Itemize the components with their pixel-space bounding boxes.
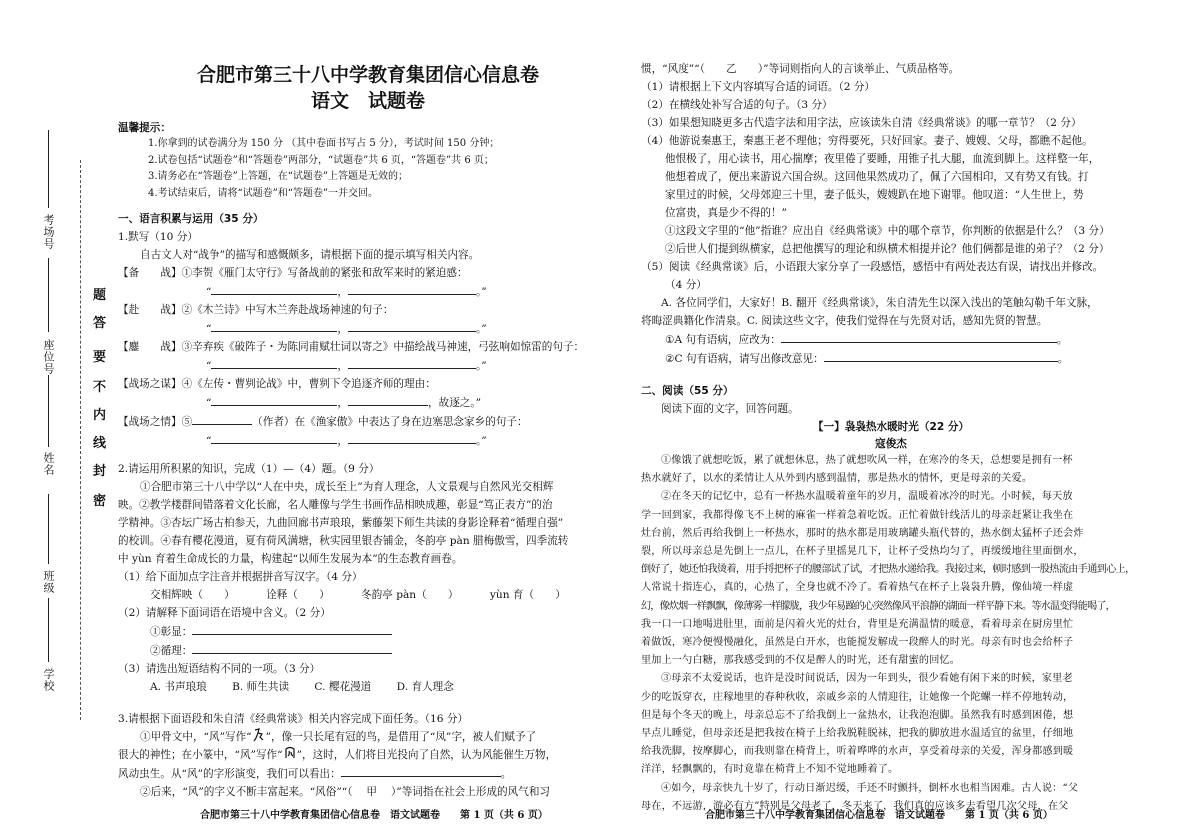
q1-item: （作者）在《渔家傲》中表达了身在边塞思念家乡的句子： bbox=[252, 416, 528, 428]
definition-row bbox=[118, 641, 618, 660]
q1-item: 【战场之情】⑤ bbox=[118, 416, 193, 428]
story-line: 给我洗脚，按摩脚心，而我则靠在椅背上，听着哗哗的水声，享受着母亲的关爱，浑身都感到暖 bbox=[641, 746, 1074, 758]
answer-blank[interactable] bbox=[211, 431, 337, 444]
right-column bbox=[641, 60, 1141, 816]
q2-paragraph-line: 映。②教学楼群间错落着文化长廊，名人雕像与学生书画作品相映成趣，彰显“笃正表方”的治 bbox=[118, 499, 553, 511]
story-line: ④如今，母亲快九十岁了，行动日渐迟缓，手还不时颤抖，倒杯水也相当困难。古人说：“父 bbox=[661, 782, 1079, 794]
q3-text: 风动虫生。从“风”的字形演变，我们可以看出： bbox=[118, 768, 341, 780]
page-footer-right: 合肥市第三十八中学教育集团信心信息卷 语文试题卷 第 1 页（共 6 页） bbox=[705, 810, 1053, 821]
story-title: 【一】袅袅热水暖时光（22 分） bbox=[812, 421, 970, 433]
page-subtitle: 语文 试题卷 bbox=[310, 90, 425, 112]
q3-line bbox=[118, 746, 618, 764]
sub-question: （3）请选出短语结构不同的一项。（3 分） bbox=[118, 663, 321, 675]
right-line: （5）阅读《经典常谈》后，小语跟大家分享了一段感悟，感悟中有两处表达有误，请找出并修改。 bbox=[641, 261, 1104, 273]
answer-blank[interactable] bbox=[781, 330, 1057, 343]
story-line: 我一口一口地喝进肚里，面前是闪着火光的灶台，背里是充满温情的暖意，看着母亲在厨房里忙 bbox=[641, 618, 1074, 630]
story-line: 热水就好了，以水的柔情让人从外到内感到温情，那是热水的情怀，更是母亲的关爱。 bbox=[641, 473, 1033, 485]
pinyin-item: yùn 育（ ） bbox=[489, 589, 566, 601]
answer-blank[interactable] bbox=[824, 349, 1058, 362]
sub-question: （1）给下面加点字注音并根据拼音写汉字。（4 分） bbox=[118, 571, 363, 583]
q3-text: ”，这时，人们将目光投向了自然，认为风能催生万物， bbox=[296, 749, 557, 761]
right-line: A. 各位同学们，大家好！B. 翻开《经典常谈》，朱自清先生以深入浅出的笔触勾勒千年文脉， bbox=[661, 297, 1098, 309]
right-line: 他恨极了，用心读书，用心揣摩；夜里倦了要睡，用锥子扎大腿，血流到脚上。这样整一年， bbox=[665, 153, 1100, 165]
right-line: （4）他游说秦惠王，秦惠王老不理他；穷得要死，只好回家。妻子、嫂嫂、父母，都瞧不起他。 bbox=[641, 135, 1093, 147]
story-line: 少的吃饭穿衣，庄稼地里的春种秋收，亲戚乡亲的人情迎往，让她像一个陀螺一样不停地转动， bbox=[641, 691, 1074, 703]
story-line: 但是每个冬天的晚上，母亲总忘不了给我倒上一盆热水，让我泡泡脚。虽然我有时感到困倦，想 bbox=[641, 709, 1074, 721]
right-line: 将晦涩典籍化作清泉。C. 阅读这些文字，使我们觉得在与先贤对话，感知先贤的智慧。 bbox=[641, 315, 1048, 327]
pinyin-item: 交相辉映（ ） bbox=[150, 589, 235, 601]
seal-char: 封 bbox=[93, 464, 107, 479]
pinyin-row bbox=[118, 586, 618, 604]
pinyin-item: 冬韵亭 pàn（ ） bbox=[361, 589, 459, 601]
answer-blank[interactable] bbox=[192, 412, 252, 425]
seal-char: 题 bbox=[93, 288, 107, 303]
q3-text: ”，像一只长尾有冠的鸟，是借用了“凤”字，被人们赋予了 bbox=[265, 731, 537, 743]
sub-question: （2）请解释下面词语在语境中含义。（2 分） bbox=[118, 607, 331, 619]
story-body bbox=[641, 452, 1141, 816]
exam-number-label: 考场号 bbox=[42, 214, 55, 250]
seal-char: 密 bbox=[93, 494, 107, 509]
right-line: （4 分） bbox=[665, 279, 707, 291]
oracle-feng-glyph bbox=[252, 728, 266, 742]
answer-blank[interactable] bbox=[348, 356, 476, 369]
seal-char: 线 bbox=[93, 436, 107, 451]
story-line: ①像饿了就想吃饭，累了就想休息，热了就想吹风一样，在寒冷的冬天，总想要是拥有一杯 bbox=[661, 455, 1073, 466]
seal-script-feng-glyph bbox=[283, 746, 297, 760]
options-row bbox=[118, 678, 618, 696]
seal-char: 不 bbox=[93, 380, 107, 395]
right-line: 位富贵，真是少不得的！” bbox=[665, 207, 787, 219]
question-title: 2.请运用所积累的知识，完成（1）—（4）题。（9 分） bbox=[118, 463, 380, 475]
story-line: ②在冬天的记忆中，总有一杯热水温暖着童年的岁月，温暖着冰冷的时光。小时候，每天放 bbox=[661, 491, 1073, 503]
right-line: ①这段文字里的“他”指谁？应出自《经典常谈》中的哪个章节，你判断的依据是什么？（3 分） bbox=[665, 225, 1110, 237]
q1-item-row bbox=[118, 412, 618, 431]
definition-label: ①彰显： bbox=[150, 626, 193, 638]
answer-blank-row: “ ， 。” bbox=[118, 282, 618, 301]
school-label: 学校 bbox=[42, 668, 55, 692]
q3-line: ②后来，“风”的字义不断丰富起来。“风俗”“（ 甲 ）”等词指在社会上形成的风气和习 bbox=[140, 786, 551, 798]
page-title: 合肥市第三十八中学教育集团信心信息卷 bbox=[196, 64, 539, 86]
answer-blank[interactable] bbox=[211, 356, 337, 369]
option: B. 师生共读 bbox=[232, 681, 290, 693]
story-line: 母在，不远游，游必有方”特别是父母老了，冬天来了，我们真的应该多去看望几次父母，在父 bbox=[641, 800, 1069, 812]
story-line: 洋洋，轻飘飘的，有时竟靠在椅背上不知不觉地睡着了。 bbox=[641, 764, 899, 776]
q1-tail: ，故逐之。” bbox=[428, 397, 482, 409]
binding-margin bbox=[0, 0, 110, 830]
right-line: （2）在横线处补写合适的句子。（3 分） bbox=[641, 99, 833, 111]
school-line bbox=[48, 598, 49, 662]
class-label: 班级 bbox=[42, 570, 55, 594]
question-intro: 自古文人对“战争”的描写和感慨颇多，请根据下面的提示填写相关内容。 bbox=[140, 249, 480, 261]
answer-blank[interactable] bbox=[211, 393, 337, 406]
q3-line bbox=[118, 728, 618, 746]
seat-number-line bbox=[48, 258, 49, 332]
right-line: （1）请根据上下文内容填写合适的词语。（2 分） bbox=[641, 81, 876, 93]
tip-item: 4.考试结束后，请将“试题卷”和“答题卷”一并交回。 bbox=[148, 187, 378, 199]
question-title: 1.默写（10 分） bbox=[118, 231, 198, 243]
answer-blank-row: “ ， ，故逐之。” bbox=[118, 393, 618, 412]
name-line bbox=[48, 375, 49, 447]
answer-blank[interactable] bbox=[348, 431, 476, 444]
q2-paragraph-line: 学精神。③杏坛广场古柏参天，九曲回廊书声琅琅，紫藤架下师生共读的身影诠释着“循理自强” bbox=[118, 517, 564, 529]
section-heading: 二、阅读（55 分） bbox=[641, 385, 734, 397]
tip-item: 2.试卷包括“试题卷”和“答题卷”两部分，“试题卷”共 6 页，“答题卷”共 6 页； bbox=[148, 154, 494, 166]
section-heading: 一、语言积累与运用（35 分） bbox=[118, 213, 264, 225]
definition-label: ②循理： bbox=[150, 645, 193, 657]
story-line: 幻，像炊烟一样飘飘，像薄雾一样朦胧，我少年易躁的心突然像风平浪静的湖面一样平静下来。等水温变得能喝了， bbox=[641, 600, 1115, 612]
seal-dashed-line bbox=[80, 160, 81, 720]
story-line: 早点儿睡觉，但母亲还是把我按在椅子上给我脱鞋脱袜，把我的脚放进水温适宜的盆里，仔细地 bbox=[641, 728, 1074, 740]
pinyin-item: 诠释（ ） bbox=[266, 589, 330, 601]
option: D. 育人理念 bbox=[396, 681, 454, 693]
q1-item: 【备 战】①李贺《雁门太守行》写备战前的紧张和敌军来时的紧迫感： bbox=[118, 267, 468, 279]
exam-number-line bbox=[48, 130, 49, 208]
answer-blank[interactable] bbox=[348, 393, 428, 406]
q3-text: 很大的神性；在小篆中，“风”写作“ bbox=[118, 749, 283, 761]
answer-blank[interactable] bbox=[341, 764, 501, 777]
name-label: 姓名 bbox=[42, 452, 55, 476]
answer-blank[interactable] bbox=[211, 282, 337, 295]
page-footer-left: 合肥市第三十八中学教育集团信心信息卷 语文试题卷 第 1 页（共 6 页） bbox=[200, 810, 548, 821]
seal-char: 内 bbox=[93, 408, 107, 423]
tips-heading: 温馨提示： bbox=[118, 122, 171, 134]
story-line: 裂，所以母亲总是先倒上一点儿，在杯子里摇晃几下，让杯子受热均匀了，再缓缓地往里面倒水， bbox=[641, 546, 1084, 558]
seat-number-label: 座位号 bbox=[42, 339, 55, 375]
class-line bbox=[48, 494, 49, 564]
option: C. 樱花漫道 bbox=[314, 681, 372, 693]
answer-blank[interactable] bbox=[211, 319, 337, 332]
tip-item: 1.你拿到的试卷满分为 150 分 （其中卷面书写占 5 分），考试时间 150 分钟； bbox=[148, 138, 500, 149]
right-line: （3）如果想知晓更多古代造字法和用字法，应该读朱自清《经典常谈》的哪一章节？（2 分） bbox=[641, 117, 1082, 129]
q2-paragraph-line: ①合肥市第三十八中学以“人在中央，成长至上”为育人理念，人文景观与自然风光交相辉 bbox=[140, 481, 554, 493]
left-column bbox=[118, 62, 618, 801]
seal-char: 要 bbox=[93, 350, 107, 365]
story-line: 学一回到家，我都得像飞不上树的麻雀一样着急着吃饭。正忙着做针线活儿的母亲赶紧让我坐在 bbox=[641, 509, 1074, 521]
answer-blank-row: “ ， 。” bbox=[118, 431, 618, 450]
q3-text: ①甲骨文中，“风”写作“ bbox=[140, 731, 252, 743]
definition-row bbox=[118, 622, 618, 641]
q1-item: 【赴 战】②《木兰诗》中写木兰奔赴战场神速的句子： bbox=[118, 304, 394, 316]
tips-list bbox=[118, 136, 618, 202]
story-line: 着做饭，寒冷便慢慢融化，虽然是白开水，也能搅发解成一段醉人的时光。母亲有时也会给杯子 bbox=[641, 637, 1074, 649]
q2-paragraph-line: 的校训。④春有樱花漫道，夏有荷风满塘，秋实园里银杏铺金，冬韵亭 pàn 腊梅傲雪，四季流转 bbox=[118, 535, 569, 547]
seal-char: 答 bbox=[93, 316, 107, 331]
fix-label: ②C 句有语病，请写出修改意见： bbox=[665, 353, 824, 365]
fix-row: ①A 句有语病，应改为： 。 bbox=[641, 330, 1141, 349]
story-line: 灶台前，然后再给我倒上一杯热水，那时的热水都是用玻璃罐头瓶代替的，热水倒太猛杯子还会炸 bbox=[641, 527, 1084, 539]
q1-item: 【鏖 战】③辛弃疾《破阵子・为陈同甫赋壮词以寄之》中描绘战马神速，弓弦响如惊雷的句子： bbox=[118, 341, 585, 353]
tip-item: 3.请务必在“答题卷”上答题，在“试题卷”上答题是无效的； bbox=[148, 171, 408, 182]
answer-blank[interactable] bbox=[348, 282, 476, 295]
story-line: 里加上一勺白糖，那我感受到的不仅是醉人的时光，还有甜蜜的回忆。 bbox=[641, 655, 961, 667]
q2-paragraph-line: 中 yùn 育着生命成长的力量，构建起“以师生发展为本”的生态教育画卷。 bbox=[118, 553, 463, 565]
story-line: ③母亲不太爱说话，也许是没时间说话，因为一年到头，很少看她有闲下来的时候，家里老 bbox=[661, 673, 1073, 685]
right-line: 惯，“风度”“（ 乙 ）”等词则指向人的言谈举止、气质品格等。 bbox=[641, 63, 960, 75]
answer-blank-row: “ ， 。” bbox=[118, 319, 618, 338]
answer-blank[interactable] bbox=[348, 319, 476, 332]
reading-intro: 阅读下面的文字，回答问题。 bbox=[661, 403, 799, 415]
story-line: 倒好了，她还怕我烫着，用手捋把杯子的腰部试了试，才把热水递给我。我接过来，顿时感到一股热流由手通到心上， bbox=[641, 564, 1135, 576]
answer-blank-row: “ ， 。” bbox=[118, 356, 618, 375]
right-line: ②后世人们提到纵横家，总把他撰写的理论和纵横术相提并论？他们俩都是谁的弟子？（2 分） bbox=[665, 243, 1110, 255]
fix-label: ①A 句有语病，应改为： bbox=[665, 334, 781, 346]
story-line: 人常说十指连心，真的，心热了，全身也就不冷了。看着热气在杯子上袅袅升腾，像仙境一样虚 bbox=[641, 582, 1074, 594]
answer-blank[interactable] bbox=[192, 622, 392, 635]
option: A. 书声琅琅 bbox=[150, 681, 207, 693]
question-title: 3.请根据下面语段和朱自清《经典常谈》相关内容完成下面任务。（16 分） bbox=[118, 713, 469, 725]
story-author: 寇俊杰 bbox=[875, 438, 907, 450]
answer-blank[interactable] bbox=[192, 641, 392, 654]
q1-item: 【战场之谋】④《左传・曹刿论战》中，曹刿下令追逐齐师的理由： bbox=[118, 378, 436, 390]
fix-row: ②C 句有语病，请写出修改意见： 。 bbox=[641, 349, 1141, 368]
q3-line: 风动虫生。从“风”的字形演变，我们可以看出： 。 bbox=[118, 764, 618, 783]
right-line: 他想着成了，便出来游说六国合纵。这回他果然成功了，佩了六国相印，又有势又有钱。打 bbox=[665, 171, 1089, 183]
right-line: 家里过的时候，父母郊迎三十里，妻子低头，嫂嫂趴在地下谢罪。他叹道：“人生世上，势 bbox=[665, 189, 1084, 201]
